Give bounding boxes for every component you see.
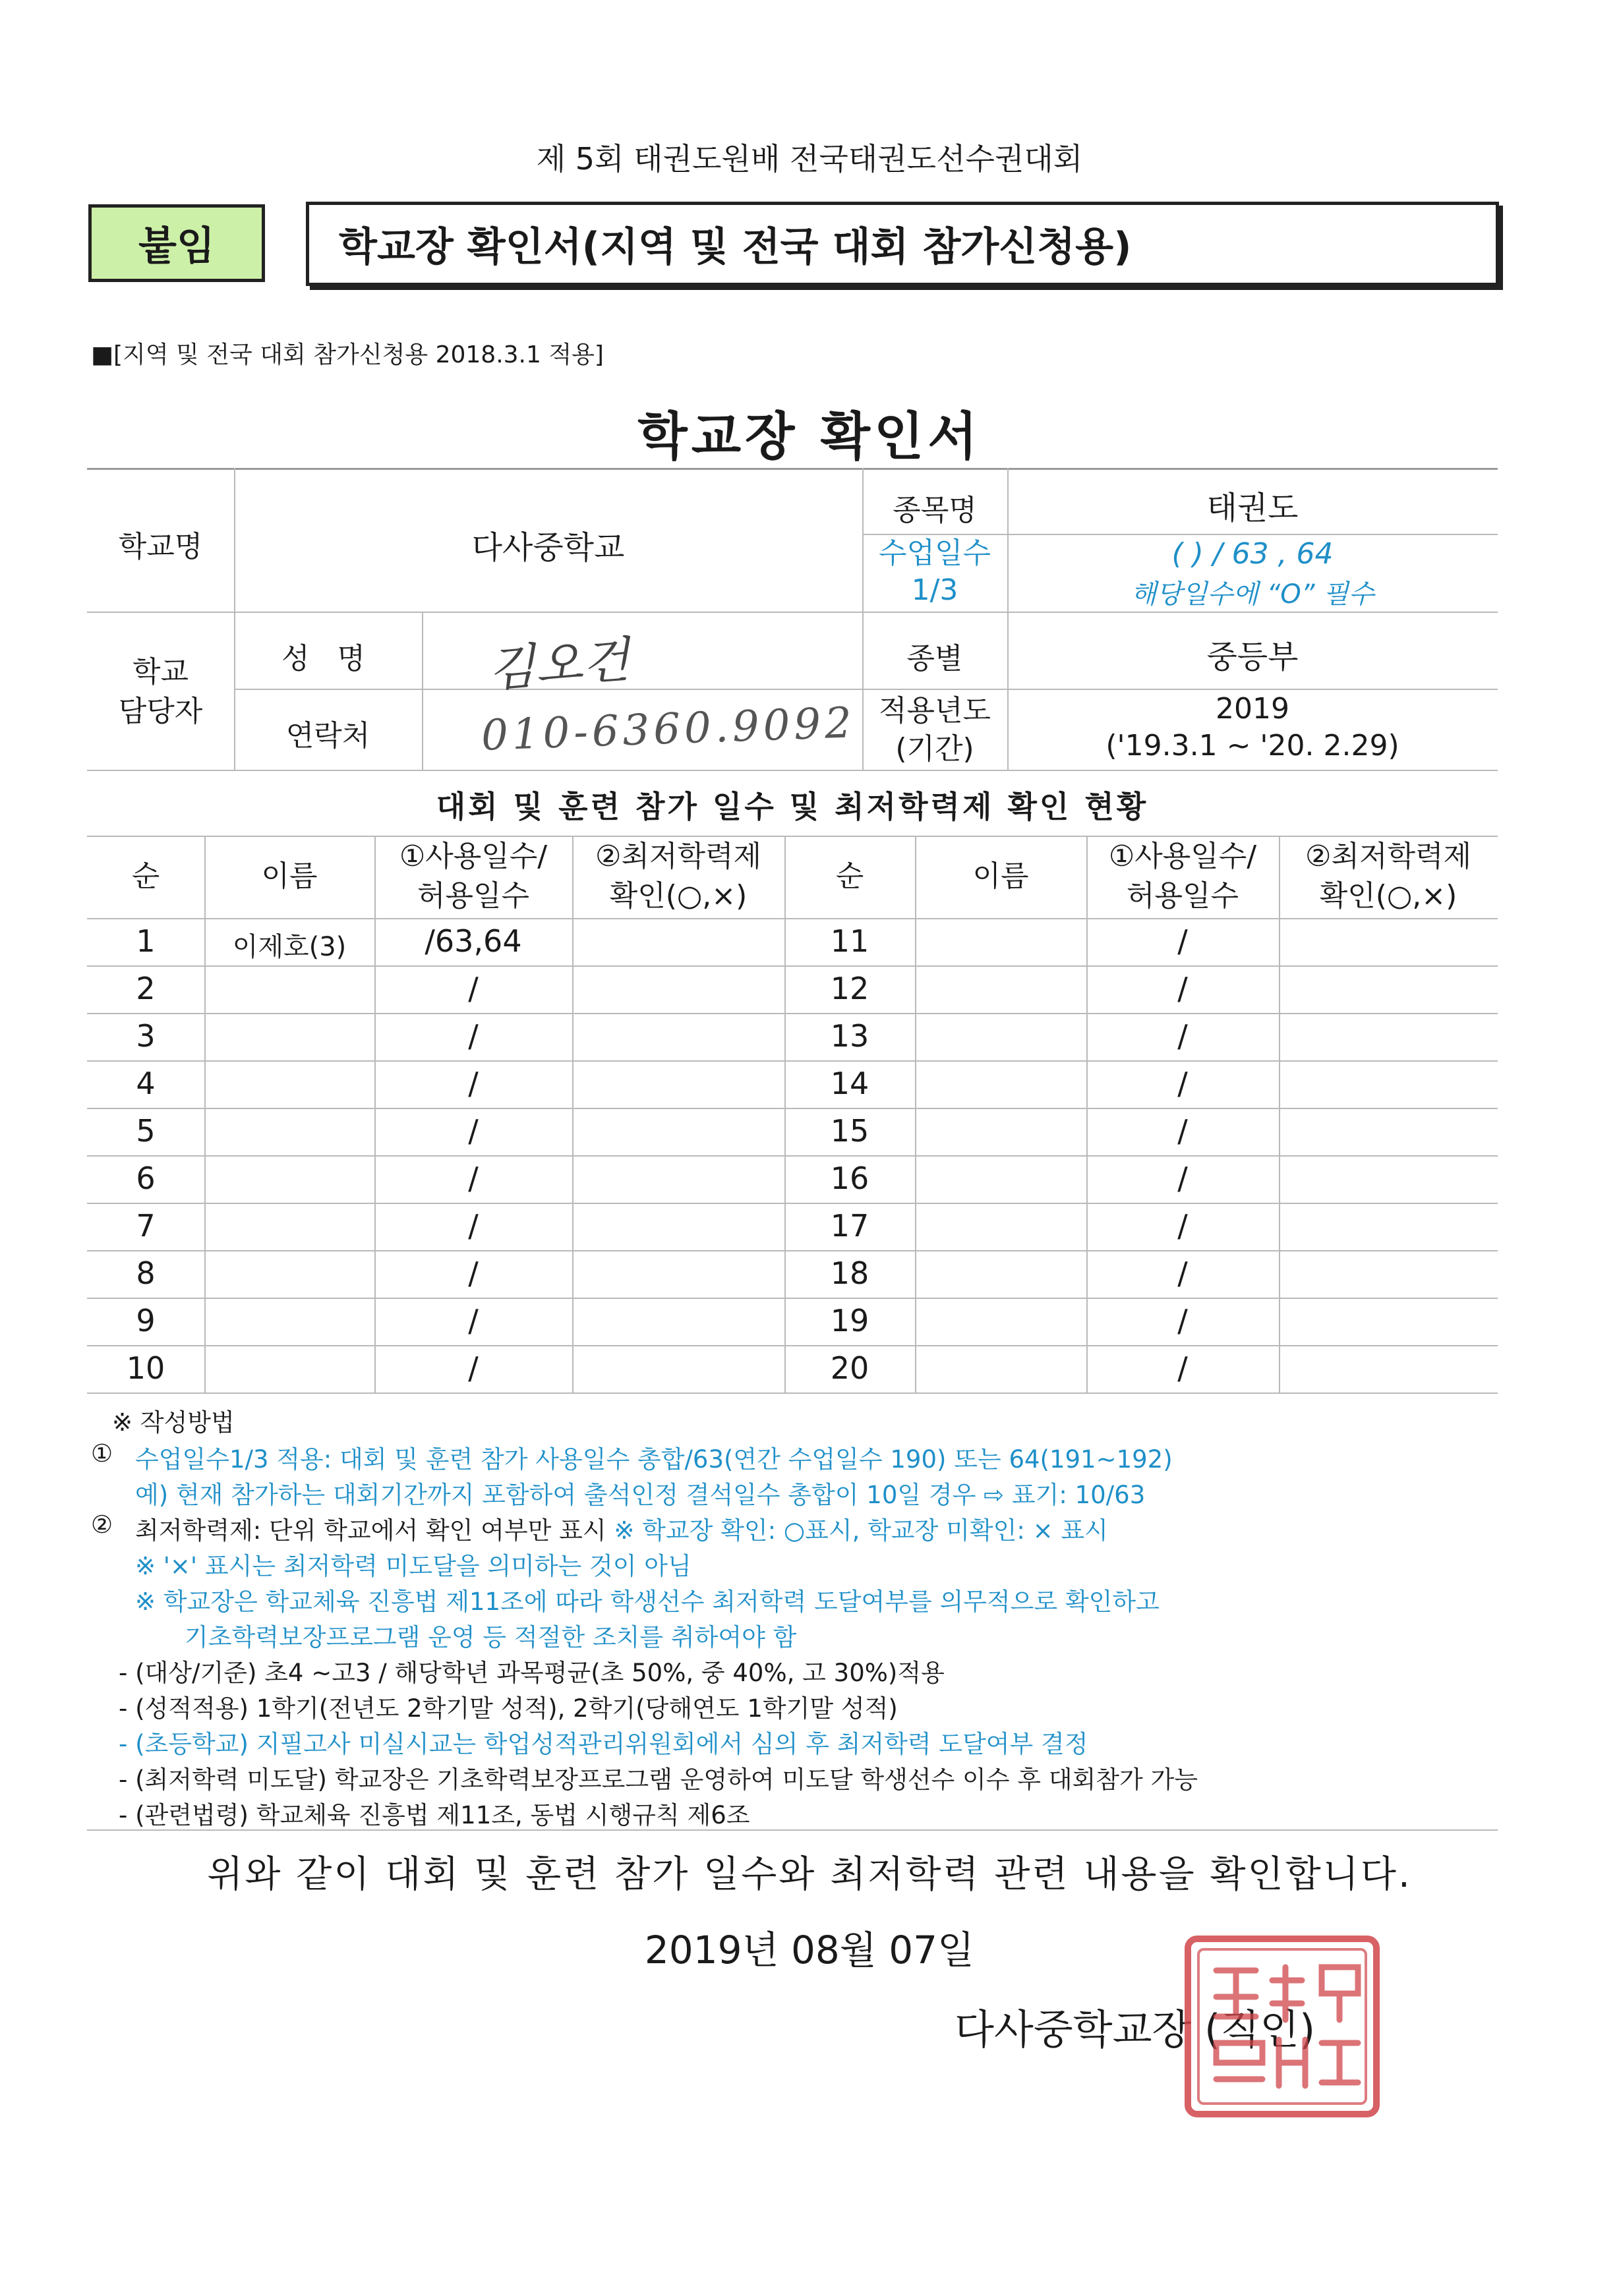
note-2: 최저학력제: 단위 학교에서 확인 여부만 표시 [135,1516,606,1545]
table-cell-no: 4 [136,1066,156,1101]
notes-heading: ※ 작성방법 [112,1408,235,1437]
divider [915,836,916,1392]
division-label: 종별 [906,642,963,675]
table-cell-days: / [468,1161,479,1196]
table-cell-days: / [1177,1255,1188,1291]
table-cell-no: 3 [136,1018,156,1054]
official-seal-icon [1180,1931,1384,2122]
divider [87,1203,1498,1204]
col-header-check-2: ②최저학력제 확인(○,×) [1305,840,1471,913]
table-cell-no: 7 [136,1208,156,1244]
divider [87,1060,1498,1062]
name-label: 성 명 [281,642,374,675]
table-cell-no: 5 [136,1113,156,1149]
handwritten-name: 김오건 [486,631,632,699]
divider [87,1013,1498,1014]
table-cell-days: / [468,1208,479,1244]
section-title: 대회 및 훈련 참가 일수 및 최저학력제 확인 현황 [436,789,1149,824]
division-value: 중등부 [1206,639,1299,675]
form-note: ■[지역 및 전국 대회 참가신청용 2018.3.1 적용] [91,341,604,368]
class-days-label: 수업일수 1/3 [878,536,991,607]
table-cell-no: 18 [830,1255,869,1291]
col-header-check: ②최저학력제 확인(○,×) [595,840,761,913]
table-cell-name: 이제호(3) [232,932,347,962]
divider [87,1108,1498,1109]
signer: 다사중학교장 (직인) [955,2005,1316,2053]
table-cell-days: / [468,1066,479,1101]
table-cell-days: / [1177,1303,1188,1338]
date: 2019년 08월 07일 [644,1928,975,1972]
year-label: 적용년도 (기간) [878,694,991,766]
divider [87,1298,1498,1299]
school-name-label: 학교명 [118,530,203,563]
table-cell-no: 8 [136,1255,156,1291]
col-header-days-2: ①사용일수/ 허용일수 [1108,840,1257,913]
note-2-mark: ② [91,1510,113,1539]
divider [422,612,423,770]
table-cell-no: 17 [830,1208,869,1244]
divider [87,1345,1498,1346]
table-cell-days: / [1177,923,1188,959]
table-cell-no: 14 [830,1066,869,1101]
school-name: 다사중학교 [471,529,625,566]
table-cell-no: 15 [830,1113,869,1149]
table-cell-days: / [468,1018,479,1054]
note-2-duty-cont: 기초학력보장프로그램 운영 등 적절한 조치를 취하여야 함 [185,1623,797,1651]
bullet-law: - (관련법령) 학교체육 진흥법 제11조, 동법 시행규칙 제6조 [119,1801,750,1829]
bullet-grades: - (성적적용) 1학기(전년도 2학기말 성적), 2학기(당해연도 1학기말 성적) [119,1694,898,1723]
table-cell-no: 19 [830,1303,869,1338]
divider [87,770,1498,771]
divider [234,689,1498,690]
divider [87,612,1498,613]
bullet-elementary: - (초등학교) 지필고사 미실시교는 학업성적관리위원회에서 심의 후 최저학력 도달여부 결정 [119,1730,1088,1758]
period-value: ('19.3.1 ~ '20. 2.29) [1105,729,1399,762]
bullet-criteria: - (대상/기준) 초4 ~고3 / 해당학년 과목평균(초 50%, 중 40%, 고 30%)적용 [119,1659,945,1687]
note-2-duty: ※ 학교장은 학교체육 진흥법 제11조에 따라 학생선수 최저학력 도달여부를 의무적으로 확인하고 [135,1588,1160,1616]
year-value: 2019 [1216,692,1289,726]
table-cell-days: / [1177,1161,1188,1196]
note-1-mark: ① [91,1439,113,1468]
note-1: 수업일수1/3 적용: 대회 및 훈련 참가 사용일수 총합/63(연간 수업일수 190) 또는 64(191~192) [135,1445,1173,1474]
form-title: 학교장 확인서(지역 및 전국 대회 참가신청용) [306,202,1499,286]
divider [87,1155,1498,1157]
table-cell-days: / [1177,1350,1188,1386]
divider [87,1392,1498,1394]
note-1-example: 예) 현재 참가하는 대회기간까지 포함하여 출석인정 결석일수 총합이 10일 경우 ⇨ 표기: 10/63 [135,1481,1146,1509]
table-cell-no: 9 [136,1303,156,1338]
table-cell-days: / [468,971,479,1006]
table-cell-no: 1 [136,923,156,959]
attachment-badge: 붙임 [88,204,265,282]
table-cell-no: 6 [136,1161,156,1196]
handwritten-phone: 010-6360.9092 [480,699,856,761]
table-cell-days: / [1177,971,1188,1006]
table-cell-no: 11 [830,923,869,959]
table-cell-days: / [468,1113,479,1149]
note-2-line [135,1510,1108,1546]
table-cell-no: 16 [830,1161,869,1196]
contact-label: 학교 담당자 [118,655,203,728]
col-header-days: ①사용일수/ 허용일수 [399,840,548,913]
table-cell-no: 13 [830,1018,869,1054]
divider [87,1829,1498,1831]
table-cell-no: 20 [830,1350,869,1386]
sport-value: 태권도 [1206,490,1299,527]
divider [87,1250,1498,1251]
table-cell-no: 10 [126,1350,165,1386]
divider [87,965,1498,967]
table-cell-no: 2 [136,971,156,1006]
table-cell-days: / [468,1350,479,1386]
table-cell-days: /63,64 [425,923,522,959]
document-title: 학교장 확인서 [637,407,982,467]
col-header-no-2: 순 [835,859,864,893]
note-2-legend: ※ 학교장 확인: ○표시, 학교장 미확인: × 표시 [614,1516,1108,1545]
col-header-name: 이름 [261,859,318,893]
sport-label: 종목명 [893,494,977,527]
table-cell-days: / [468,1303,479,1338]
divider [87,918,1498,919]
table-cell-days: / [1177,1066,1188,1101]
table-cell-no: 12 [830,971,869,1006]
bullet-unmet: - (최저학력 미도달) 학교장은 기초학력보장프로그램 운영하여 미도달 학생선수 이수 후 대회참가 가능 [119,1765,1198,1794]
col-header-no: 순 [131,859,160,893]
divider [1279,836,1280,1392]
col-header-name-2: 이름 [972,859,1029,893]
divider [572,836,574,1392]
table-cell-days: / [1177,1018,1188,1054]
table-cell-days: / [468,1255,479,1291]
table-cell-days: / [1177,1113,1188,1149]
phone-label: 연락처 [285,719,370,753]
table-cell-days: / [1177,1208,1188,1244]
note-2-caveat: ※ '×' 표시는 최저학력 미도달을 의미하는 것이 아님 [135,1552,692,1580]
divider [87,468,1498,470]
event-title: 제 5회 태권도원배 전국태권도선수권대회 [536,141,1083,177]
class-days-value: ( ) / 63 , 64 [1171,537,1334,571]
divider [204,836,206,1392]
class-days-note: 해당일수에 “O” 필수 [1131,579,1374,610]
confirmation-text: 위와 같이 대회 및 훈련 참가 일수와 최저학력 관련 내용을 확인합니다. [207,1853,1412,1896]
